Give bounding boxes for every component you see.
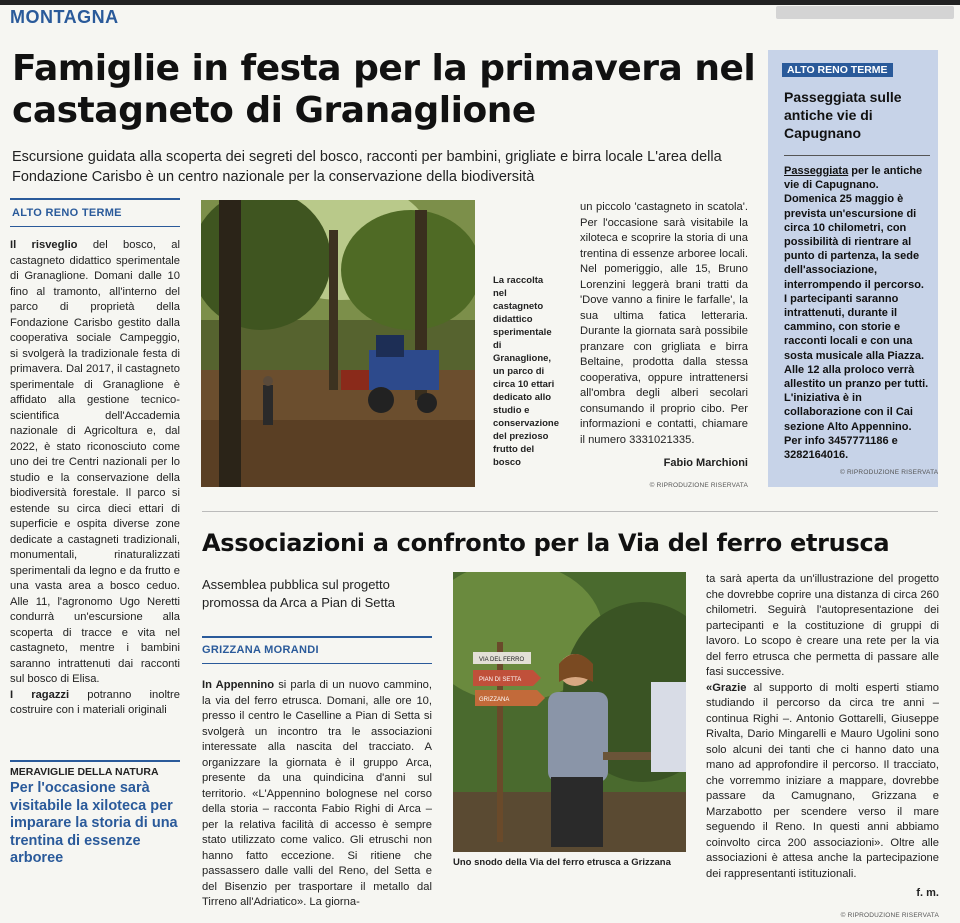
meraviglie-rule (10, 760, 180, 762)
via-ferro-photo (453, 572, 686, 852)
main-article-col1 (10, 238, 180, 719)
author-signature: Fabio Marchioni (580, 456, 748, 472)
sidebar-body: per le antiche vie di Capugnano. Domenica 25 maggio è prevista un'escursione di circa 10 chilometri, con possibilità di rientrare al punto di partenza, la sede dell'associazione, interrompendo il percorso. I partecipanti saranno intrattenuti, durante il cammino, con storie e racconti locali e con una sosta musicale alla Piazza. Alle 12 alla proloco verrà allestito un pranzo per tutti. L'iniziativa è in collaborazione con il Cai sezione Alto Appennino. Per info 3457771186 e 3282164016. (784, 165, 928, 461)
kicker-rule-bottom (10, 226, 180, 227)
second-author: f. m. (706, 886, 939, 902)
second-kicker: GRIZZANA MORANDI (202, 644, 319, 656)
sidebar-tag: ALTO RENO TERME (782, 63, 893, 77)
sidebar-title: Passeggiata sulle antiche vie di Capugnano (784, 88, 934, 142)
main-article-col3 (580, 200, 748, 493)
sign-label-3: GRIZZANA (479, 697, 509, 703)
kicker-rule (10, 198, 180, 200)
main-headline: Famiglie in festa per la primavera nel castagneto di Granaglione (12, 48, 762, 132)
sidebar-text (784, 164, 930, 462)
meraviglie-kicker: MERAVIGLIE DELLA NATURA (10, 766, 159, 778)
second-lead-2: «Grazie (706, 682, 746, 694)
second-photo-caption: Uno snodo della Via del ferro etrusca a Grizzana (453, 857, 671, 868)
main-subheadline: Escursione guidata alla scoperta dei segreti del bosco, racconti per bambini, grigliate e birra locale L'area della Fondazione Carisbo è un centro nazionale per la conservazione della biodiversità (12, 147, 762, 187)
article-lead-2: I ragazzi (10, 689, 69, 701)
sign-label-2: PIAN DI SETTA (479, 677, 521, 683)
second-body-3: al supporto di molti esperti stiamo studiando il percorso da circa tre anni – continua Righi –. Antonio Gottarelli, Giuseppe Rivalta, Dario Mingarelli e Mauro Ugolini sono solo alcuni dei tanti che ci hanno dato una mano ad approfondire il percorso. Il tracciato, che vorremmo iniziare a mappare, dovrebbe passare da Camugnano, Grizzana e Marzabotto per scendere verso il mare seguendo il Reno. In questi anni abbiamo coinvolto circa 200 associazioni». Oltre alle associazioni è attesa anche la partecipazione dei rappresentanti istituzionali. (706, 682, 939, 880)
sidebar-lead: Passeggiata (784, 165, 848, 177)
second-body-1: si parla di un nuovo cammino, la via del ferro etrusca. Domani, alle ore 10, presso il centro le Caselline a Pian di Setta si svolgerà un incontro tra le associazioni interessate alla nascita del tracciato. A organizzare la giornata è il gruppo Arca, presente da una quindicina d'anni sul territorio. «L'Appennino bolognese nel corso della storia – racconta Fabio Righi di Arca – per la relativa facilità di accesso è sempre stato utilizzato come valico. Gli etruschi non hanno fatto eccezione. Si ritiene che passassero dalle valli del Reno, del Setta e del Bisenzio per trasportare il metallo dal Tirreno all'Adriatico». La giorna- (202, 679, 432, 908)
sign-label-1: VIA DEL FERRO (479, 657, 524, 663)
article-body-2: potranno inoltre costruire con i materiali originali (10, 689, 180, 717)
section-title: MONTAGNA (10, 7, 119, 28)
second-kicker-rule-bottom (202, 663, 432, 664)
page-tab (776, 6, 954, 19)
second-rights: © RIPRODUZIONE RISERVATA (706, 908, 939, 923)
article-body-3: un piccolo 'castagneto in scatola'. Per l'occasione sarà visitabile la xiloteca e scoprire la storia di una trentina di essenze arboree locali. Nel pomeriggio, alle 15, Bruno Lorenzini leggerà brani tratti da 'Dove vanno a finire le farfalle', la sua ultima fatica letteraria. Durante la giornata sarà possibile pranzare con grigliata e birra Beltaine, prodotta dalla stessa cooperativa, oppure intrattenersi all'ombra degli alberi secolari consumando il proprio cibo. Per informazioni e contatti, chiamare il numero 3331021335. (580, 201, 748, 446)
top-rule (0, 0, 960, 5)
second-article-col2 (706, 572, 939, 923)
main-kicker: ALTO RENO TERME (12, 207, 122, 219)
second-article-col1 (202, 678, 432, 911)
article-lead: Il risveglio (10, 239, 78, 251)
second-kicker-rule (202, 636, 432, 638)
sidebar-rule (784, 155, 930, 156)
meraviglie-title: Per l'occasione sarà visitabile la xiloteca per imparare la storia di una trentina di essenze arboree (10, 780, 180, 868)
second-headline: Associazioni a confronto per la Via del ferro etrusca (202, 529, 942, 557)
castagneto-photo (201, 200, 475, 487)
sidebar-rights: © RIPRODUZIONE RISERVATA (840, 469, 938, 476)
second-subheadline: Assemblea pubblica sul progetto promossa da Arca a Pian di Setta (202, 576, 422, 612)
rights-notice: © RIPRODUZIONE RISERVATA (580, 478, 748, 494)
photo-caption: La raccolta nel castagneto didattico sperimentale di Granaglione, un parco di circa 10 ettari dedicato allo studio e conservazione del prezioso frutto del bosco (493, 274, 558, 469)
second-lead: In Appennino (202, 679, 274, 691)
second-body-2: ta sarà aperta da un'illustrazione del progetto che dovrebbe coprire una distanza di circa 260 chilometri. Seguirà l'autopresentazione dei partecipanti e la costituzione di gruppi di lavoro. Lo scopo è creare una rete per la via del ferro etrusca che permetta di passare alle fasi successive. (706, 573, 939, 678)
article-body: del bosco, al castagneto didattico sperimentale di Granaglione. Domani dalle 10 fino al tramonto, all'interno del parco di proprietà della Fondazione Carisbo gestito dalla cooperativa sociale Campeggio, si svolgerà la tradizionale festa di primavera. Dal 2017, il castagneto sperimentale di Granaglione è affidato alla gestione tecnico-scientifica dell'Accademia nazionale di Agricoltura e, dal 2022, è stato riconosciuto come uno dei tre Centri nazionali per lo studio e la conservazione della biodiversità forestale. Il parco si estende su circa dieci ettari di superficie e ospita diverse zone dedicate a castagneti tradizionali, monumentali, rinaturalizzati sperimentali da legno e da frutto e una vasta area a bosco ceduo. Alle 11, l'agronomo Ugo Neretti condurrà un'escursione alla scoperta di tracce e vita nel castagneto, mentre i bambini saranno intrattenuti dai racconti sul bosco di Elisa. (10, 239, 180, 685)
article-divider (202, 511, 938, 512)
